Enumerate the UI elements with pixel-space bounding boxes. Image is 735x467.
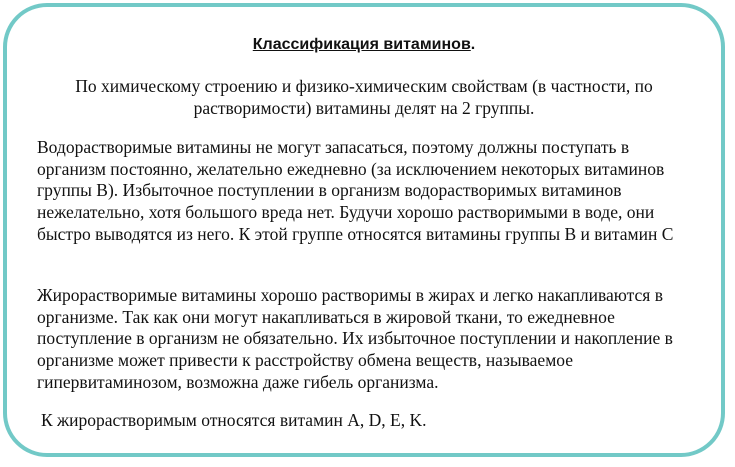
info-card xyxy=(3,3,725,457)
fat-soluble-paragraph: Жирорастворимые витамины хорошо растворимы в жирах и легко накапливаются в организме. Так как они могут накапливаться в жировой ткани, то ежедневное поступление в организм не обязательно. Их избыточное поступлении и накопление в организме может привести к расстройству обмена веществ, называемое гипервитаминозом, возможна даже гибель организма. xyxy=(37,285,673,392)
water-soluble-paragraph: Водорастворимые витамины не могут запасаться, поэтому должны поступать в организм постоянно, желательно ежедневно (за исключением некоторых витаминов группы В). Избыточное поступлении в организм водорастворимых витаминов нежелательно, хотя большого вреда нет. Будучи хорошо растворимыми в воде, они быстро выводятся из него. К этой группе относятся витамины группы В и витамин С xyxy=(37,137,674,244)
fat-soluble-list: К жирорастворимым относятся витамин А, D, E, K. xyxy=(41,410,427,430)
document-title xyxy=(7,35,721,55)
title-period: . xyxy=(470,36,476,53)
intro-paragraph: По химическому строению и физико-химическим свойствам (в частности, по растворимости) витамины делят на 2 группы. xyxy=(75,76,653,118)
title-text: Классификация витаминов xyxy=(252,36,471,53)
